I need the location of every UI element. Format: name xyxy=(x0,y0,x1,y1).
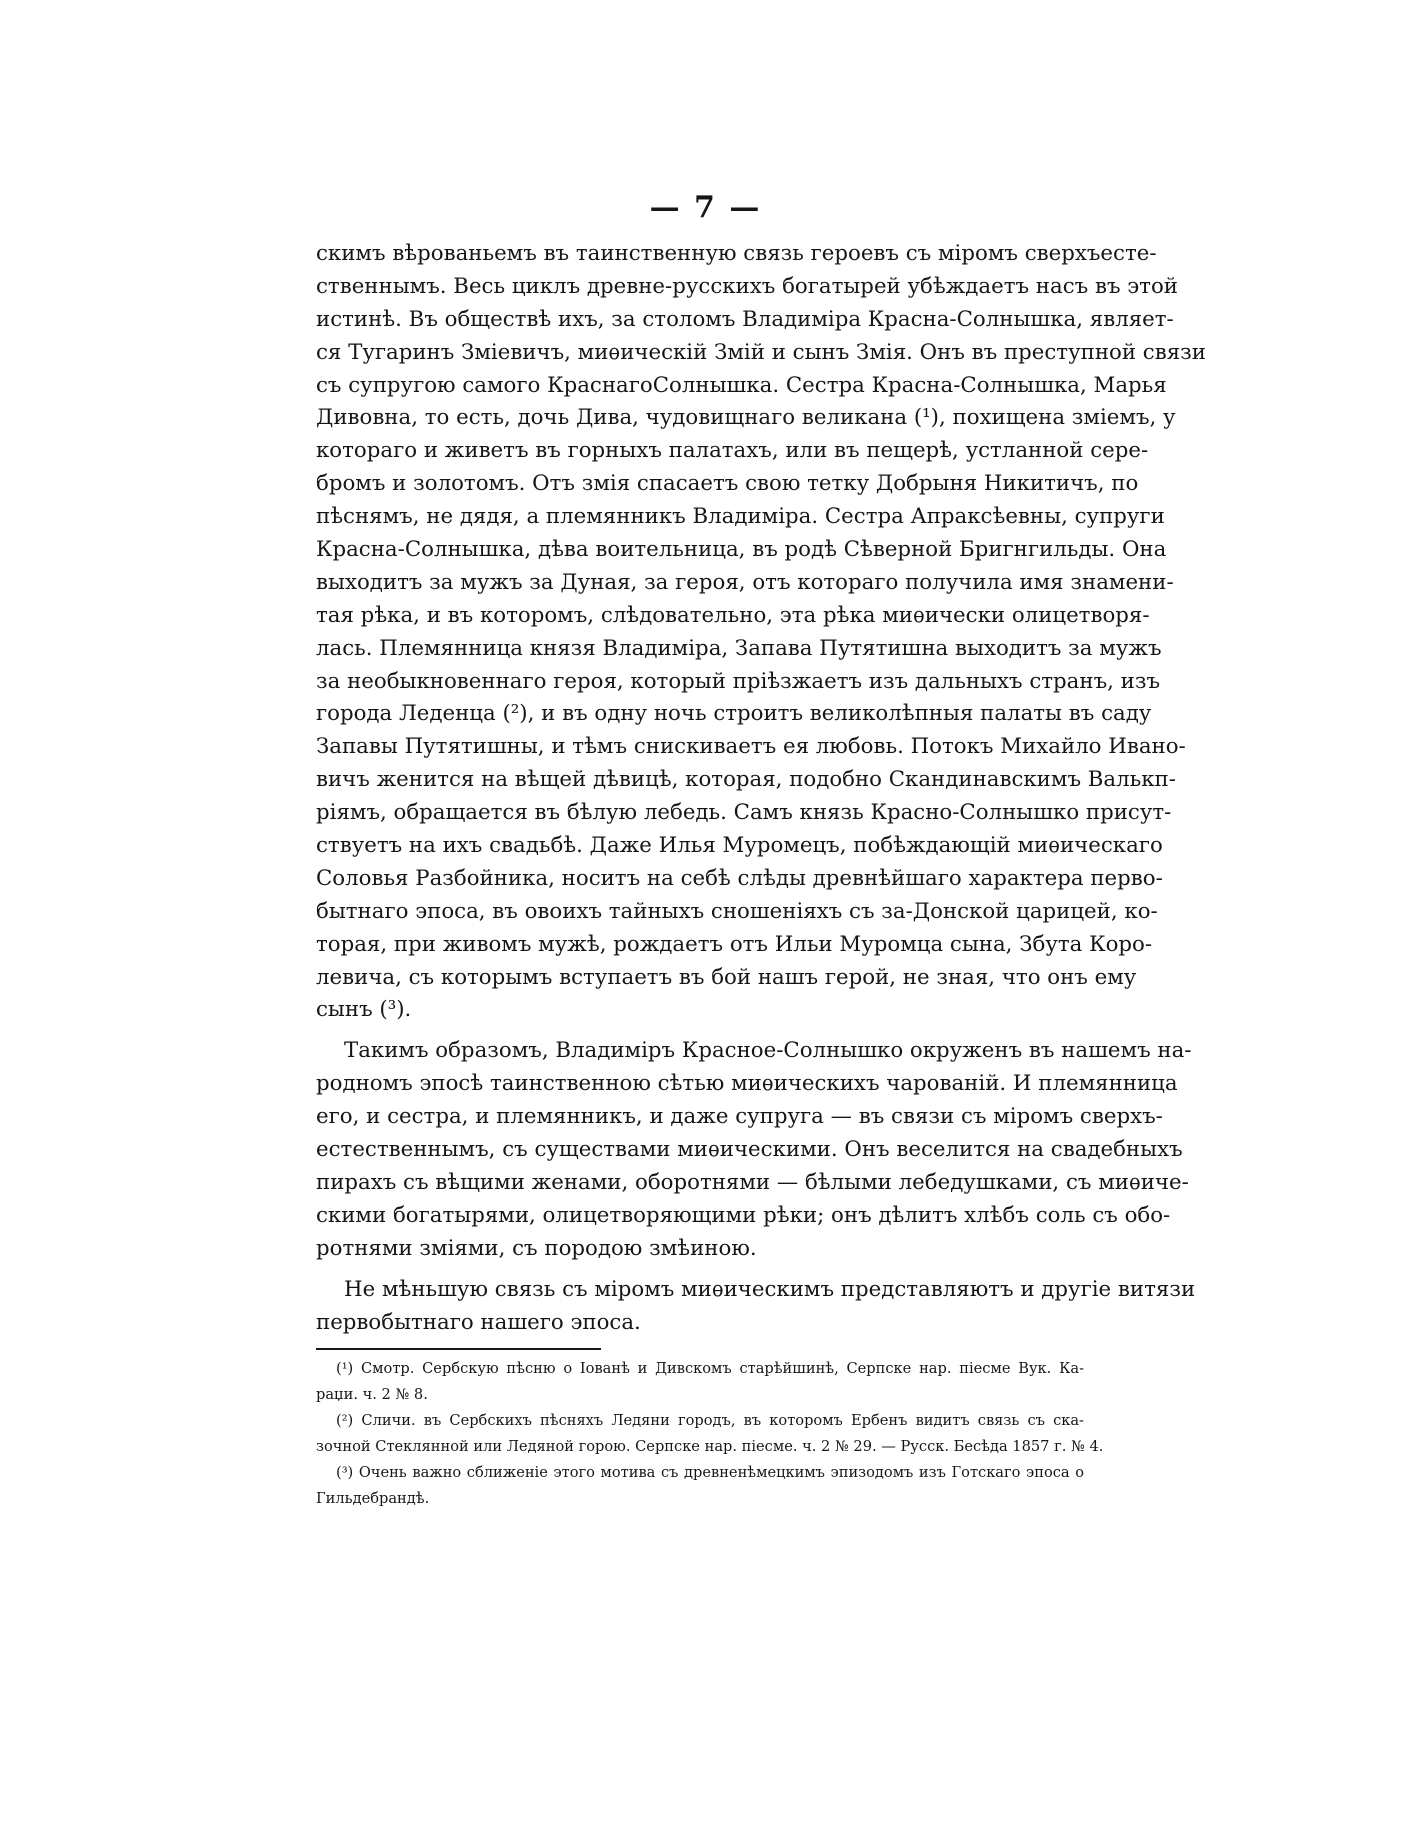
text-line: ріямъ, обращается въ бѣлую лебедь. Самъ князь Красно-Солнышко присут- xyxy=(316,800,1172,826)
footnote-line: (³) Очень важно сближеніе этого мотива съ древненѣмецкимъ эпизодомъ изъ Готскаго эпоса о xyxy=(336,1464,1084,1481)
paragraph-1 xyxy=(316,238,1206,1027)
text-line: бромъ и золотомъ. Отъ змія спасаетъ свою тетку Добрыня Никитичъ, по xyxy=(316,471,1139,497)
text-line: Такимъ образомъ, Владиміръ Красное-Солнышко окруженъ въ нашемъ на- xyxy=(344,1038,1192,1064)
footnote-1 xyxy=(316,1356,1084,1408)
footnote-line: зочной Стеклянной или Ледяной горою. Серпске нар. піесме. ч. 2 № 29. — Русск. Бесѣда 1857 г. № 4. xyxy=(316,1438,1104,1455)
paragraph-3 xyxy=(316,1274,1196,1340)
text-line: ствуетъ на ихъ свадьбѣ. Даже Илья Муромецъ, побѣждающій миѳическаго xyxy=(316,833,1163,859)
text-line: сынъ (³). xyxy=(316,997,412,1023)
text-line: ротнями зміями, съ породою змѣиною. xyxy=(316,1235,757,1261)
footnote-divider xyxy=(316,1348,601,1350)
text-line: истинѣ. Въ обществѣ ихъ, за столомъ Владиміра Красна-Солнышка, являет- xyxy=(316,306,1174,332)
text-line: лась. Племянница князя Владиміра, Запава Путятишна выходитъ за мужъ xyxy=(316,635,1162,661)
text-line: ственнымъ. Весь циклъ древне-русскихъ богатырей убѣждаетъ насъ въ этой xyxy=(316,273,1178,299)
footnote-3 xyxy=(316,1460,1084,1512)
text-line: Красна-Солнышка, дѣва воительница, въ родѣ Сѣверной Бригнгильды. Она xyxy=(316,537,1167,563)
text-line: пѣснямъ, не дядя, а племянникъ Владиміра. Сестра Апраксѣевны, супруги xyxy=(316,504,1165,530)
text-line: Запавы Путятишны, и тѣмъ снискиваетъ ея любовь. Потокъ Михайло Ивано- xyxy=(316,734,1186,760)
text-line: скими богатырями, олицетворяющими рѣки; онъ дѣлитъ хлѣбъ соль съ обо- xyxy=(316,1202,1171,1228)
footnotes xyxy=(316,1356,1104,1512)
text-line: скимъ вѣрованьемъ въ таинственную связь героевъ съ міромъ сверхъесте- xyxy=(316,241,1157,266)
text-line: города Леденца (²), и въ одну ночь строитъ великолѣпныя палаты въ саду xyxy=(316,701,1152,727)
text-line: вичъ женится на вѣщей дѣвицѣ, которая, подобно Скандинавскимъ Валькп- xyxy=(316,767,1176,793)
text-line: торая, при живомъ мужѣ, рождаетъ отъ Ильи Муромца сына, Збута Коро- xyxy=(316,931,1153,957)
text-line: Дивовна, то есть, дочь Дива, чудовищнаго великана (¹), похищена зміемъ, у xyxy=(316,405,1176,431)
text-line: Соловья Разбойника, носитъ на себѣ слѣды древнѣйшаго характера перво- xyxy=(316,865,1163,891)
text-line: первобытнаго нашего эпоса. xyxy=(316,1309,641,1335)
paragraph-2 xyxy=(316,1035,1192,1265)
text-line: пирахъ съ вѣщими женами, оборотнями — бѣлыми лебедушками, съ миѳиче- xyxy=(316,1169,1189,1195)
text-line: Не мѣньшую связь съ міромъ миѳическимъ представляютъ и другіе витязи xyxy=(344,1276,1196,1302)
text-line: котораго и живетъ въ горныхъ палатахъ, или въ пещерѣ, устланной сере- xyxy=(316,438,1149,464)
text-line: родномъ эпосѣ таинственною сѣтью миѳическихъ чарованій. И племянница xyxy=(316,1071,1178,1097)
footnote-line: раџи. ч. 2 № 8. xyxy=(316,1386,428,1403)
text-line: левича, съ которымъ вступаетъ въ бой нашъ герой, не зная, что онъ ему xyxy=(316,964,1137,990)
text-line: ся Тугаринъ Зміевичъ, миѳическій Змій и сынъ Змія. Онъ въ преступной связи xyxy=(316,339,1206,365)
text-line: естественнымъ, съ существами миѳическими. Онъ веселится на свадебныхъ xyxy=(316,1137,1183,1163)
text-line: тая рѣка, и въ которомъ, слѣдовательно, эта рѣка миѳически олицетворя- xyxy=(316,602,1150,628)
text-line: бытнаго эпоса, въ овоихъ тайныхъ сношеніяхъ съ за-Донской царицей, ко- xyxy=(316,898,1158,924)
footnote-line: Гильдебрандѣ. xyxy=(316,1490,430,1507)
footnote-line: (²) Сличи. въ Сербскихъ пѣсняхъ Ледяни городъ, въ которомъ Ербенъ видитъ связь съ ска- xyxy=(336,1412,1084,1429)
text-line: за необыкновеннаго героя, который пріѣзжаетъ изъ дальныхъ странъ, изъ xyxy=(316,668,1161,694)
text-line: съ супругою самого КраснагоСолнышка. Сестра Красна-Солнышка, Марья xyxy=(316,372,1167,398)
footnote-line: (¹) Смотр. Сербскую пѣсню о Іованѣ и Дивскомъ старѣйшинѣ, Серпске нар. піесме Вук. Ка- xyxy=(336,1360,1084,1377)
body-text xyxy=(316,238,1206,1339)
page-number: — 7 — xyxy=(649,190,762,225)
text-line: его, и сестра, и племянникъ, и даже супруга — въ связи съ міромъ сверхъ- xyxy=(316,1104,1163,1130)
footnote-2 xyxy=(316,1408,1104,1460)
text-line: выходитъ за мужъ за Дуная, за героя, отъ котораго получила имя знамени- xyxy=(316,569,1174,595)
